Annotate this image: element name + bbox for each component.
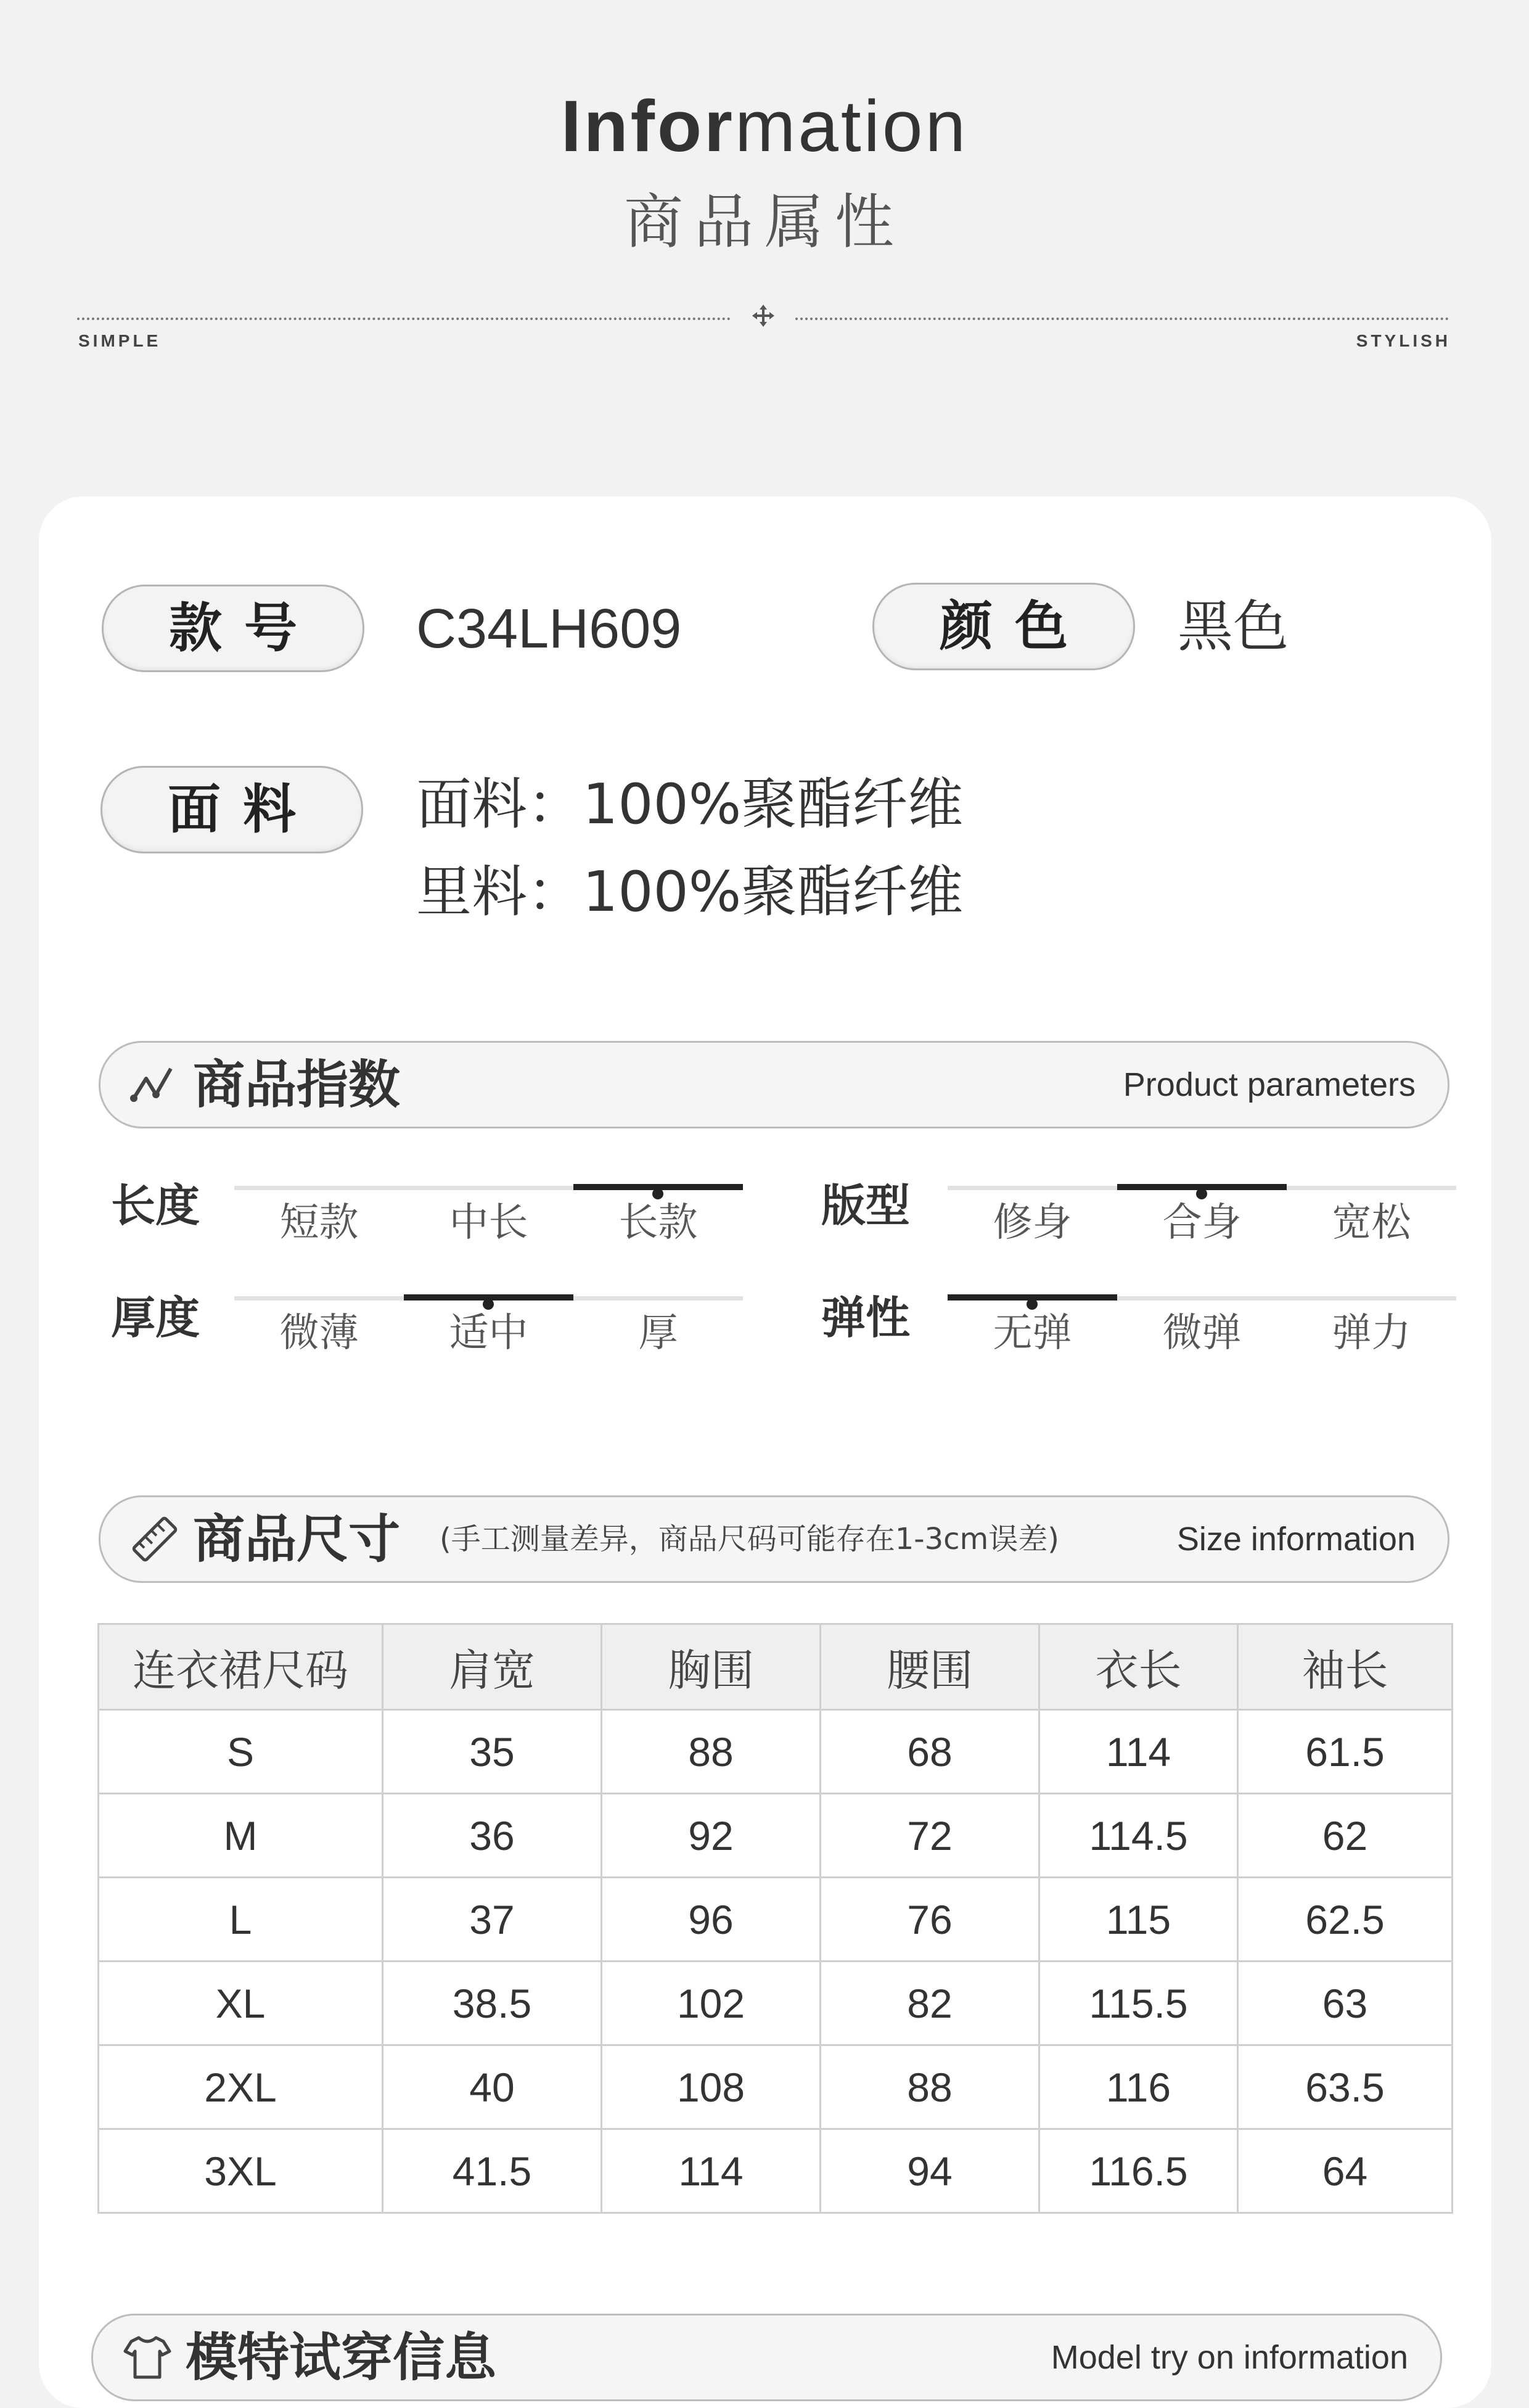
color-label: 颜色: [940, 596, 1090, 657]
table-cell: 35: [383, 1710, 602, 1794]
model-section-bar: [91, 2314, 1442, 2401]
color-pill: [872, 583, 1135, 670]
scale-option: 适中: [449, 1310, 528, 1356]
scale-option: 微薄: [279, 1310, 359, 1356]
param-label-length: 长度: [111, 1180, 200, 1231]
table-cell: 3XL: [99, 2129, 383, 2213]
param-label-thickness: 厚度: [111, 1292, 200, 1344]
table-cell: 76: [821, 1878, 1039, 1962]
size-en-title: Size information: [1176, 1521, 1416, 1558]
param-scale-fit: [948, 1186, 1456, 1247]
params-en-title: Product parameters: [1123, 1066, 1416, 1103]
move-arrows-icon: [745, 301, 782, 335]
param-scale-elasticity: [948, 1296, 1456, 1358]
fabric-pill: [100, 766, 363, 853]
scale-option: 修身: [993, 1200, 1072, 1246]
param-scale-thickness: [234, 1296, 743, 1358]
size-note: (手工测量差异，商品尺码可能存在1-3cm误差): [440, 1522, 1060, 1556]
divider-right: [795, 318, 1449, 320]
table-cell: 38.5: [383, 1962, 602, 2045]
table-cell: 114: [602, 2129, 821, 2213]
scale-option: 合身: [1162, 1200, 1242, 1246]
table-cell: 116.5: [1039, 2129, 1238, 2213]
params-section-bar: [99, 1041, 1449, 1128]
fabric-line-2: 里料：100%聚酯纤维: [416, 860, 964, 924]
table-row: [99, 2045, 1453, 2129]
table-cell: 62.5: [1238, 1878, 1453, 1962]
size-section-bar: [99, 1495, 1449, 1583]
table-cell: 72: [821, 1794, 1039, 1878]
scale-option: 厚: [638, 1310, 678, 1356]
table-cell: 63: [1238, 1962, 1453, 2045]
table-cell: 115: [1039, 1878, 1238, 1962]
table-cell: 116: [1039, 2045, 1238, 2129]
col-header-waist: 腰围: [821, 1624, 1039, 1710]
col-header-bust: 胸围: [602, 1624, 821, 1710]
col-header-length: 衣长: [1039, 1624, 1238, 1710]
size-title: 商品尺寸: [193, 1509, 401, 1569]
table-cell: XL: [99, 1962, 383, 2045]
param-label-elasticity: 弹性: [821, 1292, 911, 1344]
table-cell: M: [99, 1794, 383, 1878]
table-cell: 41.5: [383, 2129, 602, 2213]
param-scale-length: [234, 1186, 743, 1247]
style-no-pill: [102, 585, 364, 672]
table-cell: 96: [602, 1878, 821, 1962]
table-cell: 94: [821, 2129, 1039, 2213]
table-cell: 37: [383, 1878, 602, 1962]
page-subtitle: 商品属性: [624, 187, 905, 257]
stylish-label: STYLISH: [1356, 331, 1451, 350]
table-row: [99, 1794, 1453, 1878]
table-row: [99, 1878, 1453, 1962]
title-rest: mation: [734, 86, 969, 167]
simple-label: SIMPLE: [78, 331, 162, 350]
ruler-icon: [130, 1514, 179, 1564]
table-cell: 2XL: [99, 2045, 383, 2129]
scale-option: 微弹: [1162, 1310, 1242, 1356]
scale-option: 弹力: [1332, 1310, 1411, 1356]
shirt-icon: [123, 2333, 172, 2382]
table-cell: 62: [1238, 1794, 1453, 1878]
table-cell: 82: [821, 1962, 1039, 2045]
scale-option: 长款: [618, 1200, 698, 1246]
table-cell: 114: [1039, 1710, 1238, 1794]
table-cell: 40: [383, 2045, 602, 2129]
col-header-sleeve: 袖长: [1238, 1624, 1453, 1710]
fabric-line-1: 面料：100%聚酯纤维: [416, 772, 964, 837]
table-cell: 88: [602, 1710, 821, 1794]
size-table-header-row: [99, 1624, 1453, 1710]
table-cell: 64: [1238, 2129, 1453, 2213]
scale-option: 中长: [449, 1200, 528, 1246]
size-table: [97, 1623, 1453, 2214]
trend-line-icon: [130, 1060, 179, 1109]
style-no-label: 款号: [169, 598, 319, 659]
divider-left: [77, 318, 731, 320]
table-cell: L: [99, 1878, 383, 1962]
table-cell: 61.5: [1238, 1710, 1453, 1794]
table-cell: 88: [821, 2045, 1039, 2129]
table-cell: 36: [383, 1794, 602, 1878]
table-row: [99, 2129, 1453, 2213]
table-row: [99, 1962, 1453, 2045]
table-cell: 92: [602, 1794, 821, 1878]
page-title: [0, 86, 1529, 166]
param-label-fit: 版型: [821, 1180, 911, 1231]
fabric-label: 面料: [168, 779, 318, 840]
scale-option: 无弹: [993, 1310, 1072, 1356]
title-bold: Infor: [560, 86, 735, 167]
params-title: 商品指数: [193, 1054, 401, 1115]
style-no-value: C34LH609: [416, 598, 682, 660]
table-cell: 63.5: [1238, 2045, 1453, 2129]
table-cell: S: [99, 1710, 383, 1794]
model-en-title: Model try on information: [1051, 2339, 1408, 2376]
table-cell: 114.5: [1039, 1794, 1238, 1878]
table-row: [99, 1710, 1453, 1794]
model-title: 模特试穿信息: [186, 2327, 497, 2388]
table-cell: 68: [821, 1710, 1039, 1794]
col-header-shoulder: 肩宽: [383, 1624, 602, 1710]
color-value: 黑色: [1178, 594, 1289, 659]
table-cell: 108: [602, 2045, 821, 2129]
col-header-size: 连衣裙尺码: [99, 1624, 383, 1710]
scale-option: 短款: [279, 1200, 359, 1246]
table-cell: 115.5: [1039, 1962, 1238, 2045]
scale-option: 宽松: [1332, 1200, 1411, 1246]
table-cell: 102: [602, 1962, 821, 2045]
